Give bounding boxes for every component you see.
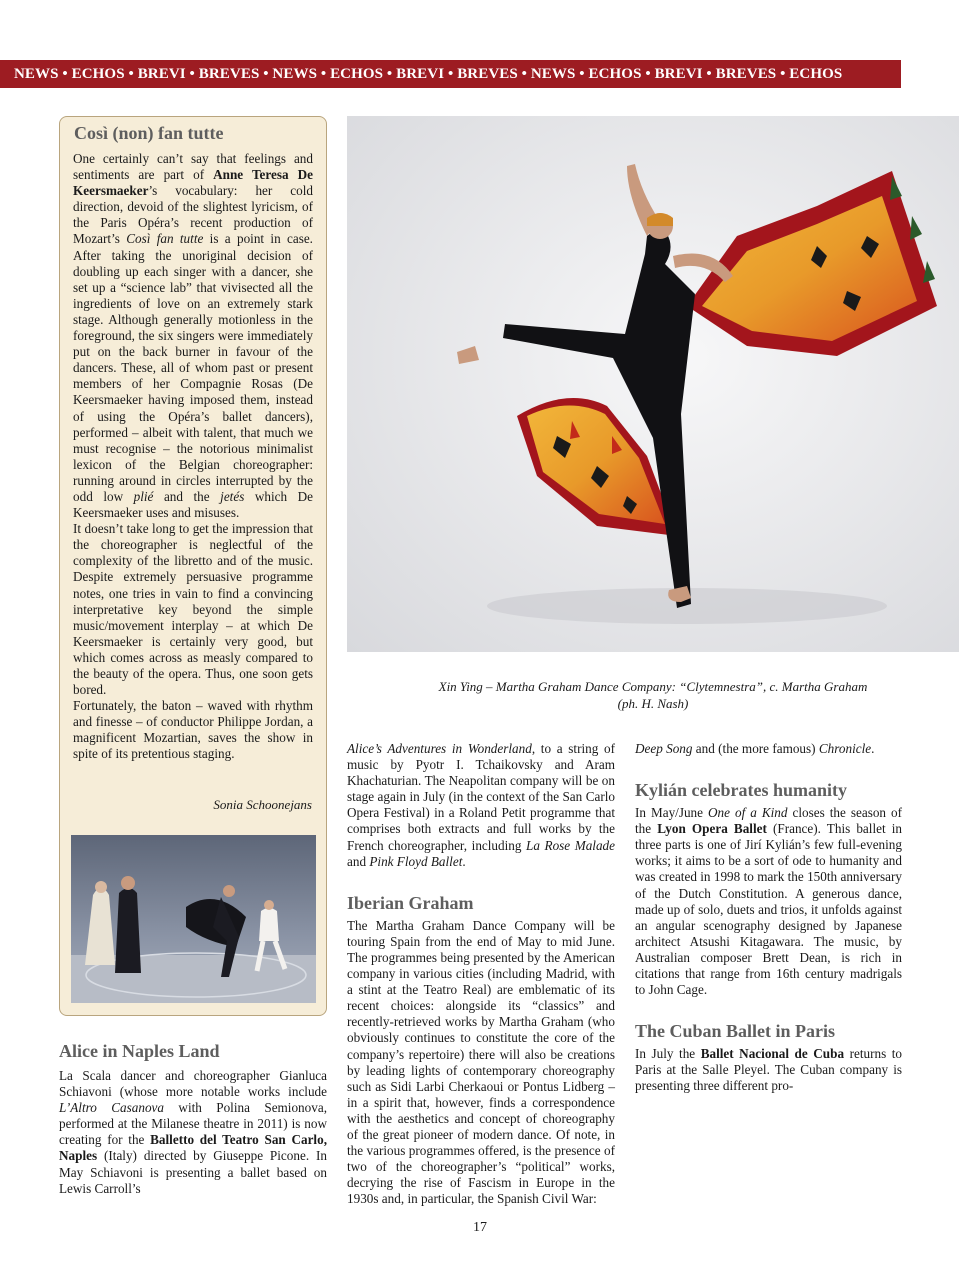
alice-article-continued [347,741,615,1207]
page-number: 17 [473,1220,487,1235]
news-banner: NEWS • ECHOS • BREVI • BREVES • NEWS • ECHOS • BREVI • BREVES • NEWS • ECHOS • BREVI • BREVES • ECHOS [0,60,901,88]
opera-stage-photo [71,835,316,1003]
dancer-photo [347,116,959,652]
article-paragraph: The Martha Graham Dance Company will be touring Spain from the end of May to mid June. The programmes being presented by the American company in various cities (including Madrid, with a stint at the Teatro Real) are emblematic of its recent choices: alongside its “classics” and recently-retrieved works by Martha Graham (who obviously continues to constitute the core of the company’s repertoire) there will also be creations by leading lights of contemporary choreography such as Sidi Larbi Cherkaoui or Pontus Lidberg – in a spirit that, however, finds a correspondence with the aesthetics and concept of choreography of the great pioneer of modern dance. Of note, in the various programmes offered, is the presence of two of the choreographer’s “political” works, decrying the rise of Fascism in Europe in the 1930s and, in particular, the Spanish Civil War: [347,917,615,1207]
sidebar-signature: Sonia Schoonejans [213,797,312,812]
sidebar-paragraph: Fortunately, the baton – waved with rhythm and finesse – of conductor Philippe Jordan, a magnificent Mozartian, saves the show in spite of its pretentious staging. [73,698,313,762]
article-paragraph: Deep Song and (the more famous) Chronicle. [635,741,875,756]
article-paragraph: Alice’s Adventures in Wonderland, to a string of music by Pyotr I. Tchaikovsky and Aram Khachaturian. The Neapolitan company will be on stage again in July (in the context of the San Carlo Opera Festival) in a Roland Petit programme that comprises both extracts and full works by the French choreographer, including La Rose Malade and Pink Floyd Ballet. [347,741,615,869]
article-paragraph: In May/June One of a Kind closes the season of the Lyon Opera Ballet (France). This ballet in three parts is one of Jirí Kylián’s few full-evening works; it aims to be a sort of ode to humanity and was created in 1998 to mark the 150th anniversary of the Dutch Constitution. A generous dance, made up of solo, duets and trios, it unfolds against an angular scenography designed by Japanese architect Atsushi Kitagawara. The music, by Australian composer Brett Dean, is rich in citations that range from 16th century madrigals to John Cage. [635,805,902,998]
sidebar-paragraph: It doesn’t take long to get the impression that the choreographer is neglectful of the complexity of the libretto and of the music. Despite extremely persuasive programme notes, one tries in vain to find a convincing interpretative key beyond the simple music/movement interplay – at which De Keersmaeker is certainly very good, but which comes across as measly compared to the beauty of the opera. Thus, one soon gets bored. [73,521,313,698]
graham-kylian-cuban-articles [635,741,902,1095]
sidebar-box [59,116,327,1016]
article-heading: Kylián celebrates humanity [635,780,847,801]
sidebar-paragraph: One certainly can’t say that feelings and sentiments are part of Anne Teresa De Keersmaeker’s vocabulary: her cold direction, devoid of the slightest lyricism, of the Paris Opéra’s recent production of Mozart’s Così fan tutte is a point in case. After taking the unoriginal decision of doubling up each singer with a dancer, she set up a “science lab” that vivisected all the ingredients of love on an extremely stark stage. Although generally motionless in the foreground, the six singers were immediately put on the back burner in favour of the dancers. These, all of whom past or present members of her Compagnie Rosas (De Keersmaeker having imposed them, instead of using the Opéra’s ballet dancers), performed – albeit with talent, that much we must recognise – the notorious minimalist lexicon of the Belgian choreographer: running around in circles interrupted by the odd low plié and the jetés which De Keersmaeker uses and misuses. [73,151,313,521]
article-paragraph: La Scala dancer and choreographer Gianluca Schiavoni (whose more notable works include L’Altro Casanova with Polina Semionova, performed at the Milanese theatre in 2011) is now creating for the Balletto del Teatro San Carlo, Naples (Italy) directed by Giuseppe Picone. In May Schiavoni is presenting a ballet based on Lewis Carroll’s [59,1068,327,1196]
caption-line: Xin Ying – Martha Graham Dance Company: “Clytemnestra”, c. Martha Graham [438,679,868,694]
article-heading: The Cuban Ballet in Paris [635,1021,836,1042]
article-paragraph: In July the Ballet Nacional de Cuba returns to Paris at the Salle Pleyel. The Cuban company is presenting three different pro- [635,1046,902,1094]
photo-caption [347,678,959,712]
caption-credit: (ph. H. Nash) [617,696,689,711]
article-heading: Alice in Naples Land [59,1041,220,1061]
article-heading: Iberian Graham [347,892,474,913]
alice-article [59,1040,327,1197]
sidebar-title: Così (non) fan tutte [74,123,224,143]
alice-text-tail: (Italy) directed by Giuseppe Picone. In May Schiavoni is presenting a ballet based on Lewis Carroll’s [59,1148,327,1196]
sidebar-body [73,151,313,763]
